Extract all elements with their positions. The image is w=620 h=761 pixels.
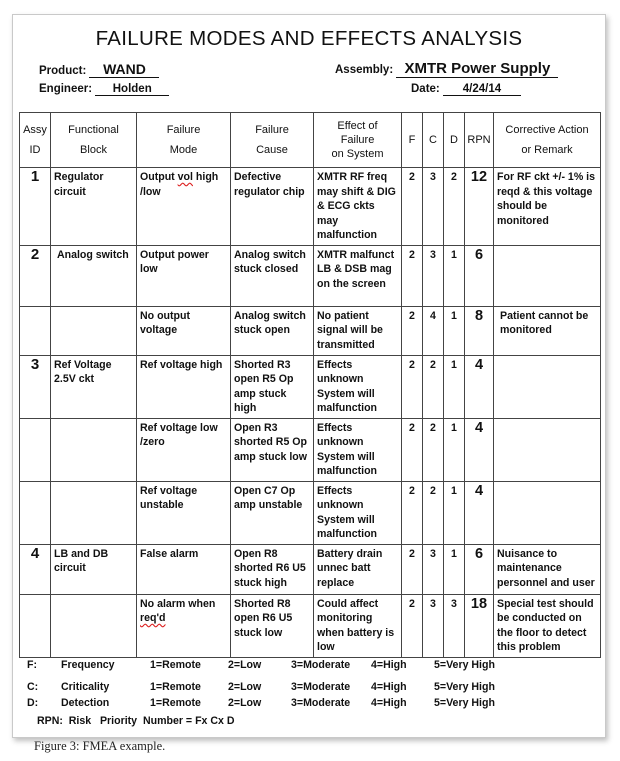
assy-id-cell <box>20 481 51 544</box>
block-cell <box>51 594 137 657</box>
assy-id-cell: 2 <box>20 245 51 306</box>
rpn-cell: 18 <box>465 594 494 657</box>
block-cell: Ref Voltage 2.5V ckt <box>51 355 137 418</box>
table-row <box>20 306 601 355</box>
legend-row-frequency: F: Frequency 1=Remote 2=Low 3=Moderate 4=High 5=Very High <box>27 659 495 671</box>
assy-id-cell <box>20 418 51 481</box>
cause-cell: Analog switch stuck open <box>231 306 314 355</box>
mode-cell: Ref voltage unstable <box>137 481 231 544</box>
assembly-label: Assembly: <box>335 64 394 76</box>
f-cell: 2 <box>402 306 423 355</box>
table-row <box>20 418 601 481</box>
col-effect: Effect of Failure on System <box>314 113 402 168</box>
cause-cell: Defective regulator chip <box>231 168 314 246</box>
f-cell: 2 <box>402 481 423 544</box>
table-row <box>20 355 601 418</box>
block-cell: Analog switch <box>51 245 137 306</box>
table-row <box>20 245 601 306</box>
col-d: D <box>444 113 465 168</box>
rpn-cell: 4 <box>465 355 494 418</box>
col-failure-cause: Failure Cause <box>231 113 314 168</box>
remark-cell: For RF ckt +/- 1% is reqd & this voltage should be monitored <box>494 168 601 246</box>
mode-cell: Ref voltage high <box>137 355 231 418</box>
assy-id-cell: 3 <box>20 355 51 418</box>
effect-cell: No patient signal will be transmitted <box>314 306 402 355</box>
product-label: Product: <box>39 65 87 77</box>
col-rpn: RPN <box>465 113 494 168</box>
engineer-label: Engineer: <box>39 83 93 95</box>
assy-id-cell <box>20 306 51 355</box>
cause-cell: Analog switch stuck closed <box>231 245 314 306</box>
remark-cell <box>494 481 601 544</box>
mode-cell: Ref voltage low /zero <box>137 418 231 481</box>
f-cell: 2 <box>402 418 423 481</box>
rpn-cell: 6 <box>465 245 494 306</box>
remark-cell: Special test should be conducted on the floor to detect this problem <box>494 594 601 657</box>
cause-cell: Open R3 shorted R5 Op amp stuck low <box>231 418 314 481</box>
block-cell <box>51 481 137 544</box>
engineer-field <box>39 83 169 96</box>
c-cell: 2 <box>423 418 444 481</box>
legend-row-criticality: C: Criticality 1=Remote 2=Low 3=Moderate 4=High 5=Very High <box>27 681 495 693</box>
assembly-field <box>335 60 558 78</box>
f-cell: 2 <box>402 245 423 306</box>
remark-cell: Nuisance to maintenance personnel and user <box>494 544 601 594</box>
d-cell: 3 <box>444 594 465 657</box>
date-value: 4/24/14 <box>443 83 521 96</box>
c-cell: 3 <box>423 168 444 246</box>
assy-id-cell: 1 <box>20 168 51 246</box>
effect-cell: Effects unknown System will malfunction <box>314 481 402 544</box>
table-row <box>20 481 601 544</box>
d-cell: 1 <box>444 418 465 481</box>
block-cell: Regulator circuit <box>51 168 137 246</box>
mode-cell: False alarm <box>137 544 231 594</box>
col-c: C <box>423 113 444 168</box>
mode-cell: Output vol high /low <box>137 168 231 246</box>
c-cell: 3 <box>423 544 444 594</box>
col-corrective: Corrective Action or Remark <box>494 113 601 168</box>
figure-caption: Figure 3: FMEA example. <box>34 739 166 753</box>
assy-id-cell <box>20 594 51 657</box>
fmea-table <box>19 112 601 658</box>
f-cell: 2 <box>402 544 423 594</box>
mode-cell: No output voltage <box>137 306 231 355</box>
product-field <box>39 61 159 78</box>
remark-cell <box>494 355 601 418</box>
date-field <box>411 83 521 96</box>
effect-cell: Battery drain unnec batt replace <box>314 544 402 594</box>
assy-id-cell: 4 <box>20 544 51 594</box>
effect-cell: XMTR RF freq may shift & DIG & ECG ckts may malfunction <box>314 168 402 246</box>
c-cell: 4 <box>423 306 444 355</box>
d-cell: 1 <box>444 481 465 544</box>
table-header-row <box>20 113 601 168</box>
col-f: F <box>402 113 423 168</box>
remark-cell <box>494 245 601 306</box>
cause-cell: Shorted R8 open R6 U5 stuck low <box>231 594 314 657</box>
cause-cell: Shorted R3 open R5 Op amp stuck high <box>231 355 314 418</box>
rpn-cell: 4 <box>465 481 494 544</box>
effect-cell: Effects unknown System will malfunction <box>314 418 402 481</box>
d-cell: 1 <box>444 355 465 418</box>
table-row <box>20 544 601 594</box>
table-row <box>20 168 601 246</box>
rpn-formula: RPN: Risk Priority Number = Fx Cx D <box>37 715 235 727</box>
assembly-value: XMTR Power Supply <box>396 60 558 78</box>
col-functional-block: Functional Block <box>51 113 137 168</box>
date-label: Date: <box>411 83 440 95</box>
block-cell <box>51 306 137 355</box>
c-cell: 2 <box>423 481 444 544</box>
block-cell: LB and DB circuit <box>51 544 137 594</box>
rpn-cell: 4 <box>465 418 494 481</box>
d-cell: 2 <box>444 168 465 246</box>
page-title: FAILURE MODES AND EFFECTS ANALYSIS <box>95 27 523 50</box>
rpn-cell: 6 <box>465 544 494 594</box>
cause-cell: Open C7 Op amp unstable <box>231 481 314 544</box>
block-cell <box>51 418 137 481</box>
d-cell: 1 <box>444 245 465 306</box>
f-cell: 2 <box>402 355 423 418</box>
c-cell: 3 <box>423 245 444 306</box>
remark-cell <box>494 418 601 481</box>
f-cell: 2 <box>402 594 423 657</box>
rpn-cell: 8 <box>465 306 494 355</box>
product-value: WAND <box>89 61 159 78</box>
engineer-value: Holden <box>95 83 169 96</box>
c-cell: 3 <box>423 594 444 657</box>
col-failure-mode: Failure Mode <box>137 113 231 168</box>
rpn-cell: 12 <box>465 168 494 246</box>
effect-cell: Could affect monitoring when battery is low <box>314 594 402 657</box>
table-row <box>20 594 601 657</box>
fmea-sheet <box>12 14 606 738</box>
c-cell: 2 <box>423 355 444 418</box>
legend-row-detection: D: Detection 1=Remote 2=Low 3=Moderate 4=High 5=Very High <box>27 697 495 709</box>
remark-cell: Patient cannot be monitored <box>494 306 601 355</box>
d-cell: 1 <box>444 544 465 594</box>
effect-cell: XMTR malfunct LB & DSB mag on the screen <box>314 245 402 306</box>
f-cell: 2 <box>402 168 423 246</box>
mode-cell: Output power low <box>137 245 231 306</box>
col-assy-id: Assy ID <box>20 113 51 168</box>
cause-cell: Open R8 shorted R6 U5 stuck high <box>231 544 314 594</box>
mode-cell: No alarm when req'd <box>137 594 231 657</box>
d-cell: 1 <box>444 306 465 355</box>
effect-cell: Effects unknown System will malfunction <box>314 355 402 418</box>
